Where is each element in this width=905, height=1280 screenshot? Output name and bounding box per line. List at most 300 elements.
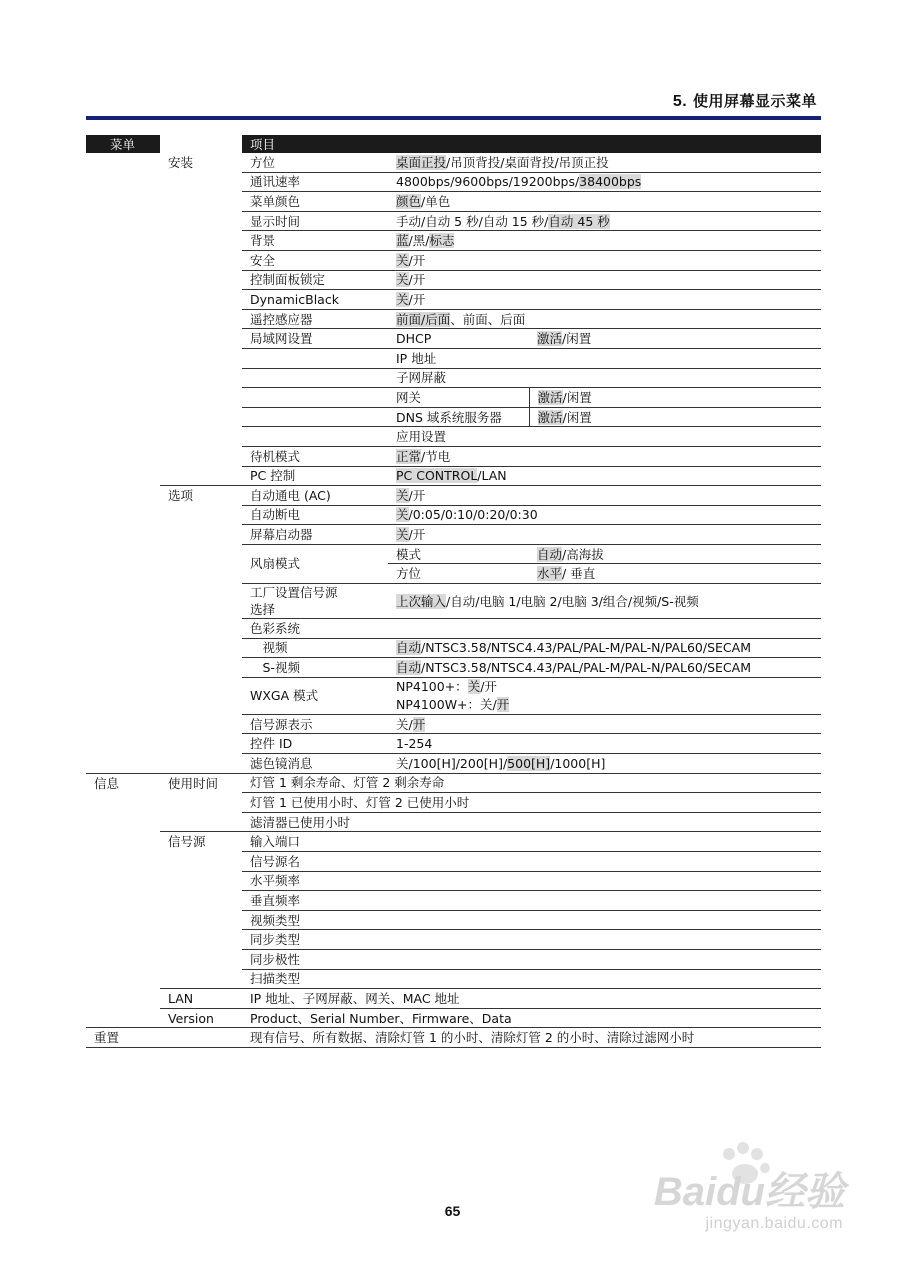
item-cell: 控制面板锁定 [242, 270, 388, 290]
table-row [86, 1008, 821, 1028]
submenu-cell [160, 505, 242, 525]
item-label-line: 选择 [250, 602, 276, 618]
value-segment: 关 [467, 678, 481, 694]
table-row [86, 309, 821, 329]
item-cell: 色彩系统 [242, 619, 388, 639]
value-segment: 1-254 [396, 736, 433, 752]
value-segment: 网关 [396, 389, 422, 405]
menu-cell [86, 466, 160, 486]
value-segment: 桌面正投 [396, 154, 447, 170]
value-segment: /自动/电脑 1/电脑 2/电脑 3/组合/视频/S-视频 [446, 593, 699, 609]
value-segment: /NTSC3.58/NTSC4.43/PAL/PAL-M/PAL-N/PAL60/SECAM [421, 640, 751, 656]
menu-cell [86, 584, 160, 619]
table-row [86, 793, 821, 813]
table-row [86, 677, 821, 714]
submenu-cell [160, 231, 242, 251]
value-segment: 关/100[H]/200[H]/ [396, 755, 508, 771]
submenu-cell [160, 969, 242, 989]
value-cell [388, 930, 821, 950]
menu-cell [86, 505, 160, 525]
submenu-cell [160, 407, 242, 427]
submenu-cell [160, 852, 242, 872]
table-row [86, 584, 821, 619]
value-segment: /开 [480, 678, 497, 694]
submenu-cell [160, 619, 242, 639]
table-row [86, 832, 821, 852]
value-segment: 手动/自动 5 秒/自动 15 秒/ [396, 213, 549, 229]
value-cell [388, 407, 529, 427]
menu-cell: 信息 [94, 775, 120, 791]
value-cell-2 [529, 407, 821, 427]
item-cell: PC 控制 [242, 466, 388, 486]
table-row [86, 812, 821, 832]
submenu-cell [160, 891, 242, 911]
submenu-cell [160, 466, 242, 486]
item-cell [242, 584, 388, 619]
item-cell: 通讯速率 [242, 172, 388, 192]
item-cell: 自动断电 [242, 505, 388, 525]
table-row [86, 638, 821, 658]
submenu-cell [160, 658, 242, 678]
osd-menu-table [86, 135, 821, 1048]
table-row [86, 754, 821, 774]
chapter-title: 使用屏幕显示菜单 [692, 92, 817, 110]
value-segment: 、前面、后面 [450, 311, 526, 327]
value-segment: /NTSC3.58/NTSC4.43/PAL/PAL-M/PAL-N/PAL60/SECAM [421, 660, 751, 676]
submenu-cell [160, 427, 242, 447]
value-segment: /闲置 [562, 409, 592, 425]
table-body [86, 153, 821, 1047]
value-cell [388, 309, 821, 329]
menu-cell [86, 677, 160, 714]
item-cell: 信号源表示 [242, 714, 388, 734]
value-cell [388, 486, 821, 506]
submenu-cell: 使用时间 [168, 775, 219, 791]
menu-cell [86, 852, 160, 872]
table-row [86, 949, 821, 969]
item-cell [242, 407, 388, 427]
table-row [86, 734, 821, 754]
table-row [86, 969, 821, 989]
value-cell-2 [529, 329, 821, 349]
value-segment: 前面/后面 [396, 311, 451, 327]
value-segment: / 垂直 [562, 566, 596, 582]
menu-cell [86, 211, 160, 231]
submenu-cell [160, 348, 242, 368]
menu-cell [86, 348, 160, 368]
value-cell [388, 773, 821, 793]
value-cell [388, 812, 821, 832]
item-cell: 视频 [242, 638, 388, 658]
value-segment: 自动 [396, 660, 422, 676]
value-cell [388, 871, 821, 891]
value-segment: 自动 [537, 546, 563, 562]
item-cell [242, 388, 388, 408]
value-segment: IP 地址 [396, 350, 437, 366]
value-cell-2 [529, 564, 821, 584]
submenu-cell [160, 250, 242, 270]
watermark-brand: Baidu经验 [653, 1170, 845, 1214]
value-segment: /高海拔 [562, 546, 604, 562]
value-segment: 模式 [396, 546, 422, 562]
item-cell: 方位 [242, 153, 388, 172]
value-segment: PC CONTROL [396, 468, 478, 484]
page-number: 65 [444, 1203, 461, 1219]
value-cell [388, 250, 821, 270]
value-cell [388, 544, 529, 564]
value-cell [388, 153, 821, 172]
value-segment: 开 [496, 696, 510, 712]
table-row [86, 407, 821, 427]
submenu-cell [160, 584, 242, 619]
item-cell: 局域网设置 [242, 329, 388, 349]
value-segment: /开 [408, 487, 426, 503]
value-segment: /黑/ [408, 233, 430, 249]
table-row [86, 910, 821, 930]
menu-cell [86, 231, 160, 251]
item-cell [242, 368, 388, 388]
value-segment: /开 [408, 291, 426, 307]
submenu-cell [160, 871, 242, 891]
submenu-cell: LAN [160, 989, 242, 1009]
value-cell [388, 910, 821, 930]
table-row [86, 446, 821, 466]
value-cell-2 [529, 544, 821, 564]
header-gap [160, 135, 242, 153]
table-row [86, 658, 821, 678]
value-segment: /开 [408, 252, 426, 268]
table-row [86, 564, 821, 584]
table-row [86, 525, 821, 545]
value-cell [388, 446, 821, 466]
item-cell: 安全 [242, 250, 388, 270]
table-row [86, 486, 821, 506]
table-row [86, 714, 821, 734]
menu-cell [86, 969, 160, 989]
value-cell [388, 852, 821, 872]
menu-cell [86, 486, 160, 506]
menu-cell: 重置 [86, 1028, 160, 1048]
item-cell: 同步极性 [242, 949, 388, 969]
menu-cell [86, 714, 160, 734]
item-cell: 输入端口 [242, 832, 388, 852]
item-cell: Product、Serial Number、Firmware、Data [242, 1008, 388, 1028]
item-cell: WXGA 模式 [242, 677, 388, 714]
menu-cell [86, 871, 160, 891]
value-segment: /单色 [421, 193, 451, 209]
menu-cell [86, 910, 160, 930]
submenu-cell [160, 329, 242, 349]
item-cell: 灯管 1 剩余寿命、灯管 2 剩余寿命 [242, 773, 388, 793]
table-row [86, 348, 821, 368]
menu-cell [86, 368, 160, 388]
value-cell [388, 231, 821, 251]
value-segment: /1000[H] [550, 755, 606, 771]
value-cell-2 [529, 388, 821, 408]
value-segment: NP4100W+：关/ [396, 696, 497, 712]
submenu-cell [160, 388, 242, 408]
submenu-cell: 选项 [168, 488, 194, 504]
submenu-cell: 信号源 [168, 834, 206, 850]
menu-cell [86, 192, 160, 212]
menu-cell [86, 754, 160, 774]
menu-cell [86, 638, 160, 658]
table-row [86, 891, 821, 911]
item-cell: 同步类型 [242, 930, 388, 950]
menu-cell [86, 891, 160, 911]
table-row [86, 388, 821, 408]
table-row [86, 329, 821, 349]
value-segment: 标志 [429, 233, 455, 249]
value-segment: 关 [396, 527, 409, 543]
value-cell [388, 714, 821, 734]
value-cell [388, 891, 821, 911]
value-cell [388, 211, 821, 231]
table-row [86, 250, 821, 270]
value-segment: 关 [396, 507, 409, 523]
table-row [86, 427, 821, 447]
item-cell: 视频类型 [242, 910, 388, 930]
value-segment: 激活 [537, 409, 563, 425]
value-cell [388, 677, 821, 714]
value-segment: 激活 [537, 331, 563, 347]
value-segment: /节电 [421, 448, 451, 464]
submenu-cell [160, 446, 242, 466]
table-row [86, 231, 821, 251]
table-row [86, 172, 821, 192]
value-cell [388, 754, 821, 774]
menu-cell [86, 427, 160, 447]
item-cell: 背景 [242, 231, 388, 251]
value-cell [388, 192, 821, 212]
menu-cell [86, 407, 160, 427]
item-cell: 现有信号、所有数据、清除灯管 1 的小时、清除灯管 2 的小时、清除过滤网小时 [242, 1028, 388, 1048]
submenu-cell [160, 290, 242, 310]
value-line [396, 696, 821, 714]
menu-cell [86, 989, 160, 1009]
baidu-watermark [645, 1140, 845, 1250]
header-item: 项目 [242, 135, 821, 153]
value-segment: 38400bps [579, 174, 642, 190]
item-cell: 信号源名 [242, 852, 388, 872]
menu-cell [86, 658, 160, 678]
value-segment: /闲置 [562, 389, 592, 405]
value-segment: /开 [408, 527, 426, 543]
value-segment: 子网屏蔽 [396, 370, 447, 386]
table-row [86, 270, 821, 290]
menu-cell [86, 734, 160, 754]
table-row [86, 368, 821, 388]
table-row [86, 930, 821, 950]
menu-cell [86, 329, 160, 349]
submenu-cell [160, 309, 242, 329]
submenu-cell [160, 930, 242, 950]
submenu-cell [160, 544, 242, 564]
item-cell: 水平频率 [242, 871, 388, 891]
item-cell: DynamicBlack [242, 290, 388, 310]
item-cell: 控件 ID [242, 734, 388, 754]
submenu-cell: 安装 [168, 155, 194, 171]
value-cell [388, 172, 821, 192]
item-label-line: 工厂设置信号源 [250, 585, 338, 601]
value-segment: 关 [396, 252, 409, 268]
table-row [86, 619, 821, 639]
value-cell [388, 949, 821, 969]
item-cell: 风扇模式 [242, 544, 388, 583]
chapter-heading [673, 90, 817, 111]
value-cell [388, 329, 529, 349]
value-cell [388, 505, 821, 525]
table-row [86, 505, 821, 525]
value-cell [388, 584, 821, 619]
value-cell [388, 270, 821, 290]
menu-cell [86, 930, 160, 950]
table-row [86, 192, 821, 212]
submenu-cell [160, 812, 242, 832]
item-cell: S-视频 [242, 658, 388, 678]
watermark-url: jingyan.baidu.com [705, 1215, 843, 1232]
menu-cell [86, 172, 160, 192]
item-cell: 灯管 1 已使用小时、灯管 2 已使用小时 [242, 793, 388, 813]
menu-cell [86, 1008, 160, 1028]
table-row [86, 153, 821, 172]
item-cell: 垂直频率 [242, 891, 388, 911]
value-cell [388, 734, 821, 754]
submenu-cell [160, 734, 242, 754]
value-segment: 颜色 [396, 193, 422, 209]
table-row [86, 989, 821, 1009]
value-cell [388, 564, 529, 584]
value-cell [388, 348, 821, 368]
submenu-cell [160, 638, 242, 658]
value-cell [388, 619, 821, 639]
value-segment: 4800bps/9600bps/19200bps/ [396, 174, 580, 190]
value-segment: 水平 [537, 566, 563, 582]
menu-cell [86, 544, 160, 564]
submenu-cell [160, 192, 242, 212]
table-row [86, 773, 821, 793]
item-cell: 自动通电 (AC) [242, 486, 388, 506]
item-cell: 扫描类型 [242, 969, 388, 989]
table-row [86, 211, 821, 231]
value-segment: 自动 45 秒 [548, 213, 610, 229]
item-cell: 滤清器已使用小时 [242, 812, 388, 832]
value-segment: DNS 域系统服务器 [396, 409, 502, 425]
menu-cell [86, 525, 160, 545]
submenu-cell [160, 754, 242, 774]
value-cell [388, 638, 821, 658]
value-cell [388, 368, 821, 388]
menu-cell [86, 619, 160, 639]
menu-cell [86, 388, 160, 408]
value-cell [388, 466, 821, 486]
value-segment: 开 [412, 716, 426, 732]
value-segment: 方位 [396, 566, 422, 582]
submenu-cell [160, 793, 242, 813]
value-segment: 自动 [396, 640, 422, 656]
value-cell [388, 832, 821, 852]
table-row [86, 852, 821, 872]
value-segment: /0:05/0:10/0:20/0:30 [408, 507, 538, 523]
submenu-cell [160, 564, 242, 584]
table-row [86, 466, 821, 486]
submenu-cell [160, 172, 242, 192]
submenu-cell [160, 270, 242, 290]
submenu-cell [160, 714, 242, 734]
submenu-cell [160, 1028, 242, 1048]
value-segment: 500[H] [507, 755, 551, 771]
menu-cell [86, 153, 160, 172]
value-segment: 关/ [396, 716, 413, 732]
menu-cell [86, 949, 160, 969]
value-cell [388, 388, 529, 408]
value-cell [388, 525, 821, 545]
value-segment: 关 [396, 272, 409, 288]
value-segment: /吊顶背投/桌面背投/吊顶正投 [446, 154, 609, 170]
value-cell [388, 290, 821, 310]
menu-cell [86, 309, 160, 329]
value-segment: 激活 [537, 389, 563, 405]
value-segment: NP4100+： [396, 678, 468, 694]
value-segment: /闲置 [562, 331, 592, 347]
value-cell [388, 427, 821, 447]
menu-cell [86, 270, 160, 290]
submenu-cell [160, 910, 242, 930]
value-segment: 蓝 [396, 233, 409, 249]
submenu-cell: Version [160, 1008, 242, 1028]
header-menu: 菜单 [86, 135, 160, 153]
value-segment: 应用设置 [396, 429, 447, 445]
item-cell: 待机模式 [242, 446, 388, 466]
table-row [86, 1028, 821, 1048]
value-cell [388, 969, 821, 989]
submenu-cell [160, 949, 242, 969]
item-cell: 屏幕启动器 [242, 525, 388, 545]
item-cell: IP 地址、子网屏蔽、网关、MAC 地址 [242, 989, 388, 1009]
value-segment: 正常 [396, 448, 422, 464]
item-cell [242, 348, 388, 368]
value-cell [388, 658, 821, 678]
value-segment: 关 [396, 487, 409, 503]
menu-cell [86, 250, 160, 270]
submenu-cell [160, 525, 242, 545]
menu-cell [86, 812, 160, 832]
table-row [86, 544, 821, 564]
item-cell: 滤色镜消息 [242, 754, 388, 774]
table-row [86, 871, 821, 891]
chapter-number: 5. [672, 93, 688, 110]
submenu-cell [160, 368, 242, 388]
value-segment: DHCP [396, 331, 432, 347]
item-cell: 遥控感应器 [242, 309, 388, 329]
value-segment: /开 [408, 272, 426, 288]
value-segment: 上次输入 [396, 593, 447, 609]
menu-cell [86, 564, 160, 584]
header-rule [86, 116, 821, 120]
menu-cell [86, 832, 160, 852]
submenu-cell [160, 677, 242, 714]
menu-cell [86, 446, 160, 466]
menu-cell [86, 290, 160, 310]
submenu-cell [160, 211, 242, 231]
value-line [396, 678, 821, 696]
item-cell: 显示时间 [242, 211, 388, 231]
menu-cell [86, 793, 160, 813]
item-cell [242, 427, 388, 447]
table-row [86, 290, 821, 310]
value-segment: 关 [396, 291, 409, 307]
table-header-row [86, 135, 821, 153]
